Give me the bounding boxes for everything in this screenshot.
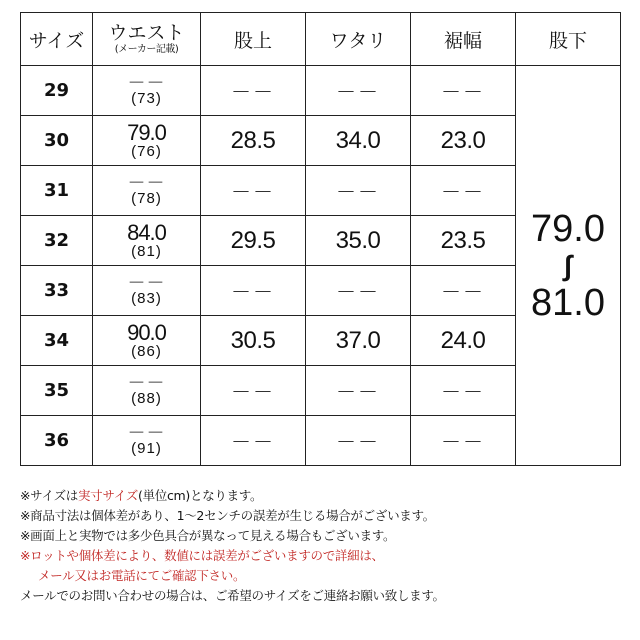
header-hem: 裾幅 bbox=[411, 13, 516, 66]
size-table bbox=[20, 12, 621, 466]
inseam-range-separator: ∫ bbox=[564, 249, 572, 281]
waist-cell bbox=[93, 266, 201, 316]
hem-cell: 24.0 bbox=[411, 316, 516, 366]
waist-cell bbox=[93, 166, 201, 216]
hem-cell: －－ bbox=[411, 166, 516, 216]
size-cell: 32 bbox=[21, 216, 93, 266]
table-header-row bbox=[21, 13, 621, 66]
waist-actual: 84.0 bbox=[127, 219, 166, 245]
size-cell: 34 bbox=[21, 316, 93, 366]
waist-maker: (78) bbox=[131, 189, 162, 207]
thigh-cell: －－ bbox=[306, 66, 411, 116]
size-cell: 31 bbox=[21, 166, 93, 216]
thigh-cell: －－ bbox=[306, 166, 411, 216]
waist-maker: (88) bbox=[131, 389, 162, 407]
size-cell: 33 bbox=[21, 266, 93, 316]
waist-maker: (81) bbox=[131, 242, 162, 260]
note-line-5: メール又はお電話にてご確認下さい。 bbox=[38, 568, 246, 583]
waist-cell bbox=[93, 416, 201, 466]
thigh-cell: 34.0 bbox=[306, 116, 411, 166]
waist-actual: －－ bbox=[127, 72, 166, 93]
table-body bbox=[21, 66, 621, 466]
header-waist bbox=[93, 13, 201, 66]
waist-cell bbox=[93, 66, 201, 116]
waist-maker: (86) bbox=[131, 342, 162, 360]
header-waist-label: ウエスト bbox=[108, 22, 185, 44]
thigh-cell: －－ bbox=[306, 266, 411, 316]
notes bbox=[20, 486, 630, 606]
waist-actual: －－ bbox=[127, 372, 166, 393]
thigh-cell: 35.0 bbox=[306, 216, 411, 266]
rise-cell: 29.5 bbox=[201, 216, 306, 266]
note-line-1-highlight: 実寸サイズ bbox=[77, 488, 138, 503]
rise-cell: －－ bbox=[201, 266, 306, 316]
inseam-max: 81.0 bbox=[531, 281, 605, 324]
rise-cell: －－ bbox=[201, 66, 306, 116]
hem-cell: －－ bbox=[411, 266, 516, 316]
waist-maker: (73) bbox=[131, 89, 162, 107]
note-line-1-start: ※サイズは bbox=[20, 488, 78, 503]
waist-actual: 79.0 bbox=[127, 119, 166, 145]
size-cell: 36 bbox=[21, 416, 93, 466]
inseam-min: 79.0 bbox=[531, 207, 605, 250]
waist-cell bbox=[93, 116, 201, 166]
hem-cell: －－ bbox=[411, 66, 516, 116]
waist-maker: (83) bbox=[131, 289, 162, 307]
inseam-cell bbox=[516, 66, 621, 466]
waist-actual: 90.0 bbox=[127, 319, 166, 345]
header-inseam: 股下 bbox=[516, 13, 621, 66]
header-size: サイズ bbox=[21, 13, 93, 66]
header-thigh: ワタリ bbox=[306, 13, 411, 66]
waist-cell bbox=[93, 216, 201, 266]
rise-cell: －－ bbox=[201, 366, 306, 416]
hem-cell: －－ bbox=[411, 366, 516, 416]
size-cell: 35 bbox=[21, 366, 93, 416]
thigh-cell: －－ bbox=[306, 366, 411, 416]
waist-actual: －－ bbox=[127, 172, 166, 193]
waist-actual: －－ bbox=[127, 422, 166, 443]
note-line-6: メールでのお問い合わせの場合は、ご希望のサイズをご連絡お願い致します。 bbox=[20, 588, 445, 603]
waist-maker: (76) bbox=[131, 142, 162, 160]
hem-cell: 23.0 bbox=[411, 116, 516, 166]
table-row bbox=[21, 66, 621, 116]
thigh-cell: 37.0 bbox=[306, 316, 411, 366]
rise-cell: －－ bbox=[201, 166, 306, 216]
waist-actual: －－ bbox=[127, 272, 166, 293]
waist-maker: (91) bbox=[131, 439, 162, 457]
note-line-4: ※ロットや個体差により、数値には誤差がございますので詳細は、 bbox=[20, 548, 384, 563]
rise-cell: 30.5 bbox=[201, 316, 306, 366]
note-line-2: ※商品寸法は個体差があり、1～2センチの誤差が生じる場合がございます。 bbox=[20, 508, 435, 523]
hem-cell: －－ bbox=[411, 416, 516, 466]
note-line-1-end: (単位cm)となります。 bbox=[138, 488, 263, 503]
size-cell: 29 bbox=[21, 66, 93, 116]
note-line-1 bbox=[20, 486, 630, 506]
header-waist-note: (メーカー記載) bbox=[114, 44, 179, 55]
rise-cell: 28.5 bbox=[201, 116, 306, 166]
thigh-cell: －－ bbox=[306, 416, 411, 466]
header-rise: 股上 bbox=[201, 13, 306, 66]
waist-cell bbox=[93, 366, 201, 416]
note-line-3: ※画面上と実物では多少色具合が異なって見える場合もございます。 bbox=[20, 528, 396, 543]
rise-cell: －－ bbox=[201, 416, 306, 466]
waist-cell bbox=[93, 316, 201, 366]
size-cell: 30 bbox=[21, 116, 93, 166]
hem-cell: 23.5 bbox=[411, 216, 516, 266]
